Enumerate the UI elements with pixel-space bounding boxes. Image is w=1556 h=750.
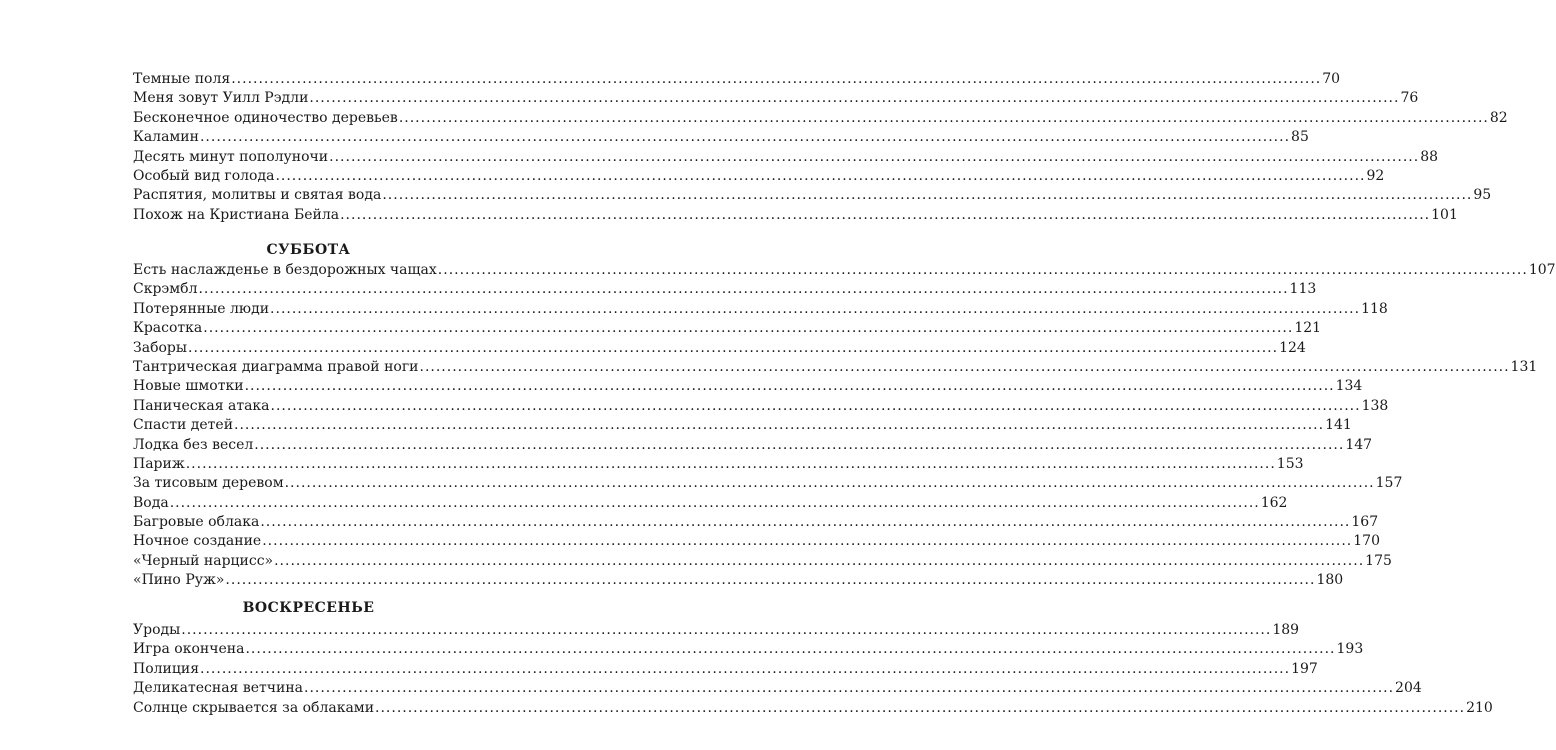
entry-title: Десять минут пополуночи (133, 148, 329, 165)
dot-leader: ........................................................................................................................................................................................................ (382, 187, 1473, 204)
entry-title: Вода (133, 494, 169, 511)
toc-entry (133, 148, 1439, 167)
section-heading-saturday: СУББОТА (266, 242, 351, 258)
entry-title: Полиция (133, 660, 200, 677)
entry-title: Меня зовут Уилл Рэдли (133, 90, 309, 107)
entry-title: Тантрическая диаграмма правой ноги (133, 358, 419, 375)
dot-leader: ........................................................................................................................................................................................................ (419, 358, 1510, 375)
toc-entry (133, 377, 1363, 396)
toc-entry (133, 552, 1392, 571)
dot-leader: ........................................................................................................................................................................................................ (270, 397, 1361, 414)
toc-entry (133, 109, 1508, 128)
entry-page: 138 (1361, 397, 1389, 414)
dot-leader: ........................................................................................................................................................................................................ (234, 417, 1325, 434)
dot-leader: ........................................................................................................................................................................................................ (245, 641, 1336, 658)
toc-entry (133, 660, 1318, 679)
entry-title: Бесконечное одиночество деревьев (133, 109, 398, 126)
dot-leader: ........................................................................................................................................................................................................ (225, 572, 1316, 589)
entry-title: Особый вид голода (133, 167, 275, 184)
toc-section-3 (133, 621, 1493, 718)
entry-title: За тисовым деревом (133, 475, 284, 492)
dot-leader: ........................................................................................................................................................................................................ (188, 339, 1279, 356)
entry-page: 147 (1345, 436, 1373, 453)
dot-leader: ........................................................................................................................................................................................................ (260, 514, 1351, 531)
toc-entry (133, 300, 1388, 319)
entry-title: Распятия, молитвы и святая вода (133, 187, 382, 204)
dot-leader: ........................................................................................................................................................................................................ (304, 680, 1395, 697)
toc-entry (133, 436, 1373, 455)
entry-page: 210 (1466, 699, 1493, 716)
entry-title: Ночное создание (133, 533, 262, 550)
entry-title: Красотка (133, 320, 203, 337)
entry-page: 134 (1335, 378, 1363, 395)
dot-leader: ........................................................................................................................................................................................................ (275, 167, 1366, 184)
entry-page: 107 (1528, 262, 1556, 278)
entry-page: 121 (1294, 320, 1322, 337)
entry-page: 157 (1375, 475, 1403, 492)
entry-page: 175 (1365, 552, 1392, 569)
entry-page: 88 (1420, 148, 1439, 165)
entry-page: 113 (1289, 281, 1317, 298)
entry-page: 167 (1351, 514, 1379, 531)
entry-title: Спасти детей (133, 417, 234, 434)
toc-entry (133, 699, 1493, 718)
toc-entry (133, 358, 1538, 377)
entry-page: 70 (1322, 71, 1341, 87)
entry-title: Темные поля (133, 71, 231, 87)
entry-title: Есть наслажденье в бездорожных чащах (133, 262, 437, 278)
entry-title: Солнце скрывается за облаками (133, 699, 375, 716)
dot-leader: ........................................................................................................................................................................................................ (181, 622, 1272, 638)
entry-title: Потерянные люди (133, 300, 270, 317)
entry-page: 124 (1279, 339, 1306, 356)
dot-leader: ........................................................................................................................................................................................................ (244, 378, 1335, 395)
toc-entry (133, 339, 1306, 358)
dot-leader: ........................................................................................................................................................................................................ (169, 494, 1260, 511)
entry-title: Скрэмбл (133, 281, 198, 298)
section-heading-sunday: ВОСКРЕСЕНЬЕ (242, 600, 375, 616)
entry-title: «Черный нарцисс» (133, 552, 274, 569)
entry-page: 118 (1361, 300, 1388, 317)
dot-leader: ........................................................................................................................................................................................................ (198, 281, 1289, 298)
toc-entry (133, 621, 1300, 640)
toc-entry (133, 206, 1458, 225)
dot-leader: ........................................................................................................................................................................................................ (309, 90, 1400, 107)
entry-title: Багровые облака (133, 514, 260, 531)
dot-leader: ........................................................................................................................................................................................................ (200, 660, 1291, 677)
entry-page: 85 (1291, 129, 1309, 146)
dot-leader: ........................................................................................................................................................................................................ (270, 300, 1361, 317)
entry-page: 95 (1473, 187, 1492, 204)
dot-leader: ........................................................................................................................................................................................................ (231, 71, 1322, 87)
toc-entry (133, 261, 1556, 280)
entry-page: 189 (1272, 622, 1300, 638)
dot-leader: ........................................................................................................................................................................................................ (375, 699, 1466, 716)
dot-leader: ........................................................................................................................................................................................................ (203, 320, 1294, 337)
dot-leader: ........................................................................................................................................................................................................ (329, 148, 1420, 165)
toc-entry (133, 571, 1344, 590)
entry-page: 82 (1489, 109, 1508, 126)
toc-entry (133, 280, 1317, 299)
toc-entry (133, 679, 1422, 698)
dot-leader: ........................................................................................................................................................................................................ (398, 109, 1489, 126)
toc-entry (133, 474, 1403, 493)
toc-entry (133, 89, 1419, 108)
dot-leader: ........................................................................................................................................................................................................ (340, 206, 1431, 223)
toc-entry (133, 167, 1385, 186)
toc-section-1 (133, 70, 1508, 225)
entry-page: 204 (1395, 680, 1422, 697)
toc-entry (133, 494, 1288, 513)
toc-section-2 (133, 261, 1556, 591)
entry-page: 193 (1336, 641, 1364, 658)
entry-page: 170 (1353, 533, 1380, 550)
toc-entry (133, 455, 1304, 474)
toc-entry (133, 186, 1492, 205)
entry-title: Уроды (133, 622, 181, 638)
entry-title: Лодка без весел (133, 436, 254, 453)
entry-title: Париж (133, 455, 185, 472)
entry-page: 197 (1291, 660, 1318, 677)
entry-title: Паническая атака (133, 397, 270, 414)
toc-entry (133, 319, 1322, 338)
toc-entry (133, 128, 1309, 147)
entry-page: 101 (1431, 206, 1458, 223)
entry-title: Похож на Кристиана Бейла (133, 206, 340, 223)
entry-title: Каламин (133, 129, 199, 146)
entry-title: Заборы (133, 339, 188, 356)
dot-leader: ........................................................................................................................................................................................................ (199, 129, 1291, 146)
entry-page: 131 (1510, 358, 1538, 375)
entry-page: 141 (1325, 417, 1352, 434)
toc-entry (133, 416, 1352, 435)
dot-leader: ........................................................................................................................................................................................................ (185, 455, 1276, 472)
toc-entry (133, 513, 1379, 532)
entry-page: 92 (1366, 167, 1385, 184)
toc-entry (133, 397, 1389, 416)
toc-entry (133, 532, 1380, 551)
dot-leader: ........................................................................................................................................................................................................ (437, 262, 1528, 278)
dot-leader: ........................................................................................................................................................................................................ (254, 436, 1345, 453)
toc-entry (133, 640, 1364, 659)
entry-page: 180 (1316, 572, 1344, 589)
entry-title: Деликатесная ветчина (133, 680, 303, 697)
dot-leader: ........................................................................................................................................................................................................ (262, 533, 1353, 550)
toc-entry (133, 70, 1341, 89)
dot-leader: ........................................................................................................................................................................................................ (274, 552, 1365, 569)
entry-title: Новые шмотки (133, 378, 244, 395)
entry-title: Игра окончена (133, 641, 245, 658)
entry-page: 162 (1260, 494, 1288, 511)
entry-title: «Пино Руж» (133, 572, 225, 589)
entry-page: 153 (1276, 455, 1304, 472)
dot-leader: ........................................................................................................................................................................................................ (284, 475, 1375, 492)
entry-page: 76 (1400, 90, 1419, 107)
